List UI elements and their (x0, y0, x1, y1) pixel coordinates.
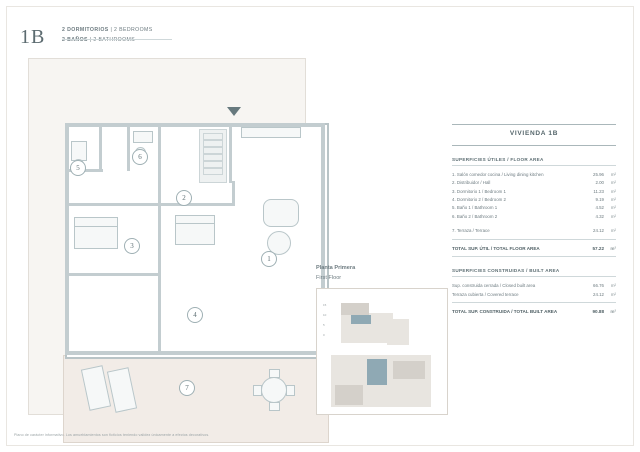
built-row (452, 291, 616, 299)
room-number-6: 6 (132, 149, 148, 165)
panel-title: VIVIENDA 1B (509, 130, 559, 137)
area-row-label-4: 4. Dormitorio 2 / Bedroom 2 (452, 197, 506, 203)
keyplan-elevation-right (387, 319, 409, 345)
rule-total-built (452, 302, 616, 303)
rule-total-floor (452, 239, 616, 240)
rule-after-total-floor (452, 256, 616, 257)
keyplan-site-secondary (335, 385, 363, 405)
keyplan-site-tertiary (393, 361, 425, 379)
built-row (452, 282, 616, 290)
area-row-unit-1: m² (610, 172, 616, 177)
area-row (452, 196, 616, 204)
area-row (452, 188, 616, 196)
spec-separator-1: | (110, 27, 115, 33)
terrace-chair-3 (269, 369, 280, 378)
total-floor-row (452, 245, 616, 254)
wall-partition-10 (127, 125, 130, 171)
wall-partition-8 (99, 125, 102, 171)
keyplan-axis-10: 10 (323, 313, 327, 317)
built-row-unit-1: m² (610, 283, 616, 289)
wall-bottom (65, 351, 325, 355)
wall-partition-5 (161, 203, 235, 206)
terrace-chair-2 (286, 385, 295, 396)
terrace-row-unit: m² (610, 228, 616, 234)
stair-tread-6 (203, 168, 223, 175)
area-row-label-3: 3. Dormitorio 1 / Bedroom 1 (452, 188, 506, 194)
plan-drawing (28, 58, 306, 415)
stair-tread-2 (203, 140, 223, 147)
area-row-unit-5: m² (610, 205, 616, 211)
area-row (452, 179, 616, 187)
section-floor-area-heading: SUPERFICIES ÚTILES / FLOOR AREA (452, 157, 544, 162)
room-number-5: 5 (70, 160, 86, 176)
room-number-2: 2 (176, 190, 192, 206)
header-divider (62, 39, 172, 40)
total-built-row (452, 308, 616, 317)
vanity-fixture (133, 131, 153, 143)
wall-left (65, 123, 69, 355)
built-row-label-1: Sup. construida cerrada / Closed built area (452, 283, 536, 289)
total-built-value: 90.88 (592, 308, 604, 314)
total-floor-value: 57.22 (592, 245, 604, 251)
floor-label (316, 263, 355, 283)
keyplan-axis-15: 15 (323, 303, 327, 307)
terrace-chair-1 (253, 385, 262, 396)
room-number-1: 1 (261, 251, 277, 267)
keyplan-axis-5: 5 (323, 323, 325, 327)
total-floor-unit: m² (610, 245, 616, 251)
area-row-label-2: 2. Distribuidor / Hall (452, 180, 491, 186)
rule-built-area (452, 276, 616, 277)
area-row (452, 204, 616, 212)
keyplan-unit-highlight (367, 359, 387, 385)
terrace-chair-4 (269, 402, 280, 411)
terrace-table (261, 377, 287, 403)
shower-fixture (71, 141, 87, 161)
wall-partition-2 (158, 123, 161, 205)
total-floor-label: TOTAL SUP. ÚTIL / TOTAL FLOOR AREA (452, 245, 540, 251)
terrace-row (452, 227, 616, 235)
area-row-unit-2: m² (610, 180, 616, 186)
area-row-unit-6: m² (610, 213, 616, 219)
built-row-label-2: Terraza cubierta / Covered terrace (452, 291, 519, 297)
stair-tread-4 (203, 154, 223, 161)
north-arrow-icon (227, 107, 241, 116)
area-row-value-6: 4.32 (595, 213, 604, 219)
wall-partition-7 (65, 273, 161, 276)
stair-tread-1 (203, 133, 223, 140)
keyplan-elevation-highlight (351, 315, 371, 324)
area-schedule-panel (452, 120, 616, 317)
bed-headboard-2 (175, 215, 215, 224)
panel-rule-under-title (452, 145, 616, 146)
area-row (452, 171, 616, 179)
built-row-unit-2: m² (610, 291, 616, 297)
spec-bedrooms-en: 2 BEDROOMS (114, 27, 153, 33)
floor-label-en: First Floor (316, 275, 342, 282)
area-row-label-6: 6. Baño 2 / Bathroom 2 (452, 213, 498, 219)
wall-partition-6 (232, 181, 235, 206)
total-built-unit: m² (610, 308, 616, 314)
spec-bedrooms-es: 2 DORMITORIOS (62, 27, 109, 33)
area-row-value-2: 2.00 (595, 180, 604, 186)
built-row-value-2: 24.12 (593, 291, 604, 297)
terrace-row-value: 24.12 (593, 228, 604, 234)
unit-code: 1B (20, 26, 46, 48)
bed-headboard-1 (74, 217, 118, 227)
sofa (263, 199, 299, 227)
stair-tread-3 (203, 147, 223, 154)
panel-rule-top (452, 124, 616, 125)
rule-floor-area (452, 165, 616, 166)
key-plan-box (316, 288, 448, 415)
terrace-row-label: 7. Terraza / Terrace (452, 228, 490, 234)
room-number-3: 3 (124, 238, 140, 254)
wall-partition-3 (229, 123, 232, 183)
total-built-label: TOTAL SUP. CONSTRUIDA / TOTAL BUILT AREA (452, 308, 558, 314)
area-row-value-3: 11.23 (593, 188, 604, 194)
keyplan-elevation-upper (341, 303, 369, 315)
room-number-4: 4 (187, 307, 203, 323)
kitchen-counter (241, 127, 301, 138)
wall-partition-4 (158, 203, 161, 355)
floor-label-es: Planta Primera (316, 265, 356, 271)
area-row-unit-4: m² (610, 197, 616, 203)
disclaimer-text: Plano de carácter informativo. Los amueblamientos son ficticios teniendo validez únicamente a efectos decorativos. (14, 433, 210, 437)
area-row-unit-3: m² (610, 188, 616, 194)
area-row-value-1: 25.96 (593, 172, 604, 177)
stair-tread-5 (203, 161, 223, 168)
wall-partition-1 (65, 203, 161, 206)
built-row-value-1: 66.76 (593, 283, 604, 289)
room-number-7: 7 (179, 380, 195, 396)
area-row-label-1: 1. Salón comedor cocina / Living dining kitchen (452, 172, 544, 177)
area-row (452, 213, 616, 221)
section-built-area-heading: SUPERFICIES CONSTRUIDAS / BUILT AREA (452, 268, 560, 274)
keyplan-axis-0: 0 (323, 333, 325, 337)
area-row-label-5: 5. Baño 1 / Bathroom 1 (452, 205, 498, 211)
area-row-value-4: 9.19 (595, 197, 604, 203)
area-row-value-5: 4.52 (595, 205, 604, 211)
header-specs (62, 26, 153, 46)
